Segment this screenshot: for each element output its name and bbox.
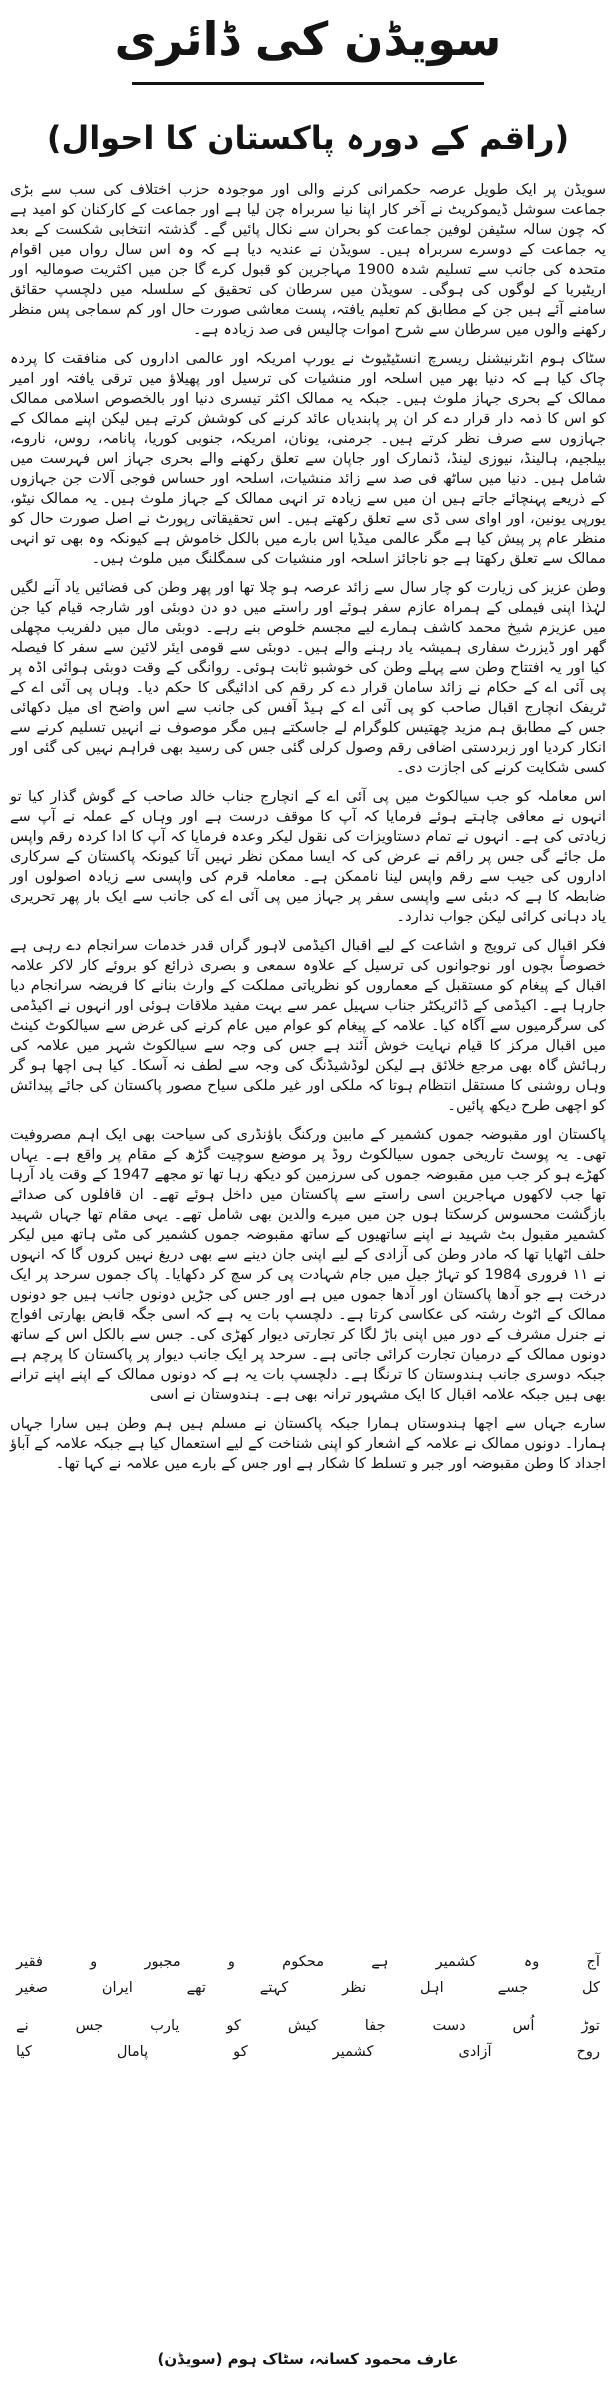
poem-word: اُس [512, 2017, 535, 2034]
poem-line [16, 1949, 600, 1975]
poem-word: آج [586, 1953, 600, 1970]
poem-word: نے [16, 2017, 29, 2034]
poem-line [16, 2039, 600, 2065]
couplet [16, 2013, 600, 2065]
poem-word: ایران [101, 1979, 133, 1996]
poem-word: پامال [116, 2043, 149, 2060]
poem-word: فقیر [16, 1953, 43, 1970]
poem-word: ہے [371, 1953, 389, 1970]
poem-word: کیش [287, 2017, 318, 2034]
poem-word: اہل [420, 1979, 444, 1996]
paragraph-pia-complaint: اس معاملہ کو جب سیالکوٹ میں پی آئی اے کے انچارج جناب خالد صاحب کے گوش گذار کیا تو انہوں نے معافی چاہتے ہوئے فرمایا کہ آپ کا موقف درست ہے اور وہاں کے عملہ نے آپ سے زیادتی کی ہے۔ انہوں نے تمام دستاویزات کی نقول لیکر وعدہ فرمایا کہ آپ کا ادا کردہ رقم واپس مل جائے گی جس پر راقم نے عرض کی کہ ایسا ممکن نظر نہیں آتا کیونکہ پاکستان کے سرکاری اداروں کی جیب سے رقم واپس لینا ناممکن ہے۔ معاملہ قرم کی واپسی سے زیادہ اصولوں اور ضابطہ کا ہے کہ دبئی سے واپسی سفر پر جہاز میں پی آئی اے کی جانب سے ایک بار پھر تحریری یاد دہانی کرائی لیکن جواب ندارد۔ [10, 788, 606, 925]
poem-word: محکوم [282, 1953, 325, 1970]
poem-word: صغیر [16, 1979, 48, 1996]
poem-word: کل [582, 1979, 600, 1996]
poem-word: توڑ [581, 2017, 600, 2034]
poem-word: آزادی [458, 2043, 492, 2060]
author-signature: عارف محمود کسانہ، سٹاک ہوم (سویڈن) [157, 2350, 459, 2368]
poem-line [16, 1975, 600, 2001]
paragraph-sweden-news: سویڈن پر ایک طویل عرصہ حکمرانی کرنے والی اور موجودہ حزب اختلاف کی سب سے بڑی جماعت سوشل ڈیموکریٹ نے آخر کار اپنا نیا سربراہ چن لیا ہے اور جماعت کے کارکنان کو امید ہے کہ چون سالہ سٹیفن لوفین جماعت کو بحران سے نکال پائیں گے۔ گذشتہ انتخابی شکست کے بعد یہ جماعت کے دوسرے سربراہ ہیں۔ سویڈن نے عندیہ دیا ہے کہ وہ اس سال رواں میں اقوام متحدہ کی جانب سے تسلیم شدہ 1900 مہاجرین کو قبول کرے گا جن میں اکثریت صومالیہ اور اریٹیریا کے لوگوں کی ہوگی۔ سویڈن میں سرطان کی تحقیق کے سلسلہ میں دلچسپ حقائق سامنے آئے ہیں جن کے مطابق کم تعلیم یافتہ، پست معاشی صورت حال اور کم سماجی پس منظر رکھنے والوں میں سرطان سے شرح اموات چالیس فی صد زیادہ ہے۔ [10, 181, 606, 338]
column-body [10, 180, 606, 1483]
poem-word: جسے [497, 1979, 529, 1996]
poem-word: کہتے [259, 1979, 289, 1996]
poem [16, 1949, 600, 2077]
paragraph-iqbal-academy: فکر اقبال کی ترویج و اشاعت کے لیے اقبال اکیڈمی لاہور گراں قدر خدمات سرانجام دے رہی ہے خصوصاً بچوں اور نوجوانوں کی ترسیل کے علاوہ سمعی و بصری ذرائع کو بروئے کار لاکر علامہ اقبال کے پیغام کو مستقبل کے معماروں کو نظریاتی مملکت کے وارث بنانے کا فریضہ سرانجام دیا جارہا ہے۔ اکیڈمی کے ڈائریکٹر جناب سہیل عمر سے بہت مفید ملاقات ہوئی اور انہوں نے اکیڈمی کی سرگرمیوں سے آگاہ کیا۔ علامہ کے پیغام کو عوام میں عام کرنے کی غرض سے سیالکوٹ کینٹ میں اقبال مرکز کا قیام نہایت خوش آئند ہے جس کی وجہ سے سیالکوٹ شہر میں علامہ کی رہائش گاہ بھی مرجع خلائق ہے لیکن لوڈشیڈنگ کی وجہ سے لطف نہ آسکا۔ کیا ہی اچھا ہو گر وہاں روشنی کا مستقل انتظام ہوتا کہ ملکی اور غیر ملکی سیاح مصور پاکستان کی جائے پیدائش کو اچھی طرح دیکھ پائیں۔ [10, 937, 606, 1114]
poem-word: کیا [16, 2043, 32, 2060]
couplet [16, 1949, 600, 2001]
poem-word: دست [432, 2017, 466, 2034]
poem-word: کو [233, 2043, 248, 2060]
poem-word: کشمیر [435, 1953, 477, 1970]
poem-word: و [227, 1953, 235, 1970]
paragraph-journey-dubai: وطن عزیز کی زیارت کو چار سال سے زائد عرصہ ہو چلا تھا اور پھر وطن کی فضائیں یاد آنے لگیں لہٰذا اپنی فیملی کے ہمراہ عازم سفر ہوئے اور راستے میں دو دن دوبئی اور شارجہ قیام کیا جن میں عزیزم شیخ محمد کاشف ہمارے لیے مجسم خلوص بنے رہے۔ دوبئی مال میں دلفریب مچھلی گھر اور ڈیزرٹ سفاری ہمیشہ یاد رہنے والے ہیں۔ دوبئی سے قومی ایئر لائین سے سفر کا فیصلہ کیا اور یہ افتتاح وطن سے پہلے وطن کی خوشبو ثابت ہوئی۔ روانگی کے وقت دوبئی ہوائی اڈہ پر پی آئی اے کے حکام نے زائد سامان قرار دے کر رقم کی ادائیگی کا حکم دیا۔ وہاں پی آئی اے کے ٹریفک انچارج اقبال صاحب کو پی آئی اے کے ہیڈ آفس کی جانب سے اس واضح ای میل دکھائی جس کے مطابق ہم مزید چھتیس کلوگرام لے جاسکتے ہیں مگر موصوف نے انہیں تسلیم کرنے سے انکار کردیا اور زبردستی اضافی رقم وصول کرلی گئی جس کی رسید بھی فراہم نہیں کی گئی اور کسی شکایت کرنے کی اجازت دی۔ [10, 579, 606, 776]
column-subtitle: (راقم کے دورہ پاکستان کا احوال) [46, 119, 570, 157]
poem-word: جس [75, 2017, 104, 2034]
poem-word: مجبور [144, 1953, 181, 1970]
poem-word: یارب [150, 2017, 180, 2034]
column-title: سویڈن کی ڈائری [114, 12, 502, 66]
poem-word: تھے [186, 1979, 206, 1996]
paragraph-arms-smuggling-report: سٹاک ہوم انٹرنیشنل ریسرچ انسٹیٹیوٹ نے یورپ امریکہ اور عالمی اداروں کی منافقت کا پردہ چاک کیا ہے کہ دنیا بھر میں اسلحہ اور منشیات کی ترسیل اور پھیلاؤ میں ترقی یافتہ اور امیر ممالک کے بحری جہاز ملوث ہیں۔ جبکہ یہ ممالک اکثر تیسری دنیا اور بالخصوص اسلامی ممالک کو اس کا ذمہ دار قرار دے کر ان پر پابندیاں عائد کرنے کی کوشش کرتے ہیں لیکن اپنے ممالک کے جہازوں سے صرف نظر کرتے ہیں۔ جرمنی، یونان، امریکہ، جنوبی کوریا، پانامہ، روس، ناروے، بیلجیم، ہالینڈ، نیوزی لینڈ، ڈنمارک اور جاپان سے تعلق رکھنے والے بحری جہاز اس فہرست میں شامل ہیں۔ دنیا میں ساٹھ فی صد سے زائد منشیات، اسلحہ اور حساس فوجی آلات جن جہازوں کے ذریعے پہنچائے جاتے ہیں ان میں سے زیادہ تر انہی ممالک کے جہاز ملوث ہیں۔ یہ ممالک نیٹو، یورپی یونین، اور اوای سی ڈی سے تعلق رکھتے ہیں۔ اس تحقیقاتی رپورٹ نے اصل صورت حال کو منظر عام پر پیش کیا ہے مگر عالمی میڈیا اس بارے میں بالکل خاموش ہے کیونکہ وہ بھی تو انہی ممالک سے تعلق رکھتا ہے جو ناجائز اسلحہ اور منشیات کی سمگلنگ میں ملوث ہیں۔ [10, 350, 606, 567]
poem-word: و [90, 1953, 98, 1970]
poem-word: جفا [364, 2017, 386, 2034]
poem-line [16, 2013, 600, 2039]
paragraph-anthems: سارے جہاں سے اچھا ہندوستاں ہمارا جبکہ پاکستان نے مسلم ہیں ہم وطن ہیں سارا جہاں ہمارا۔ دونوں ممالک نے علامہ کے اشعار کو اپنی شناخت کے لیے استعمال کیا ہے جبکہ علامہ کے آباؤ اجداد کا وطن مقبوضہ اور جبر و تسلط کا شکار ہے اور جس کے بارے میں علامہ نے کہا تھا۔ [10, 1415, 606, 1472]
poem-word: نظر [342, 1979, 367, 1996]
poem-word: وہ [523, 1953, 540, 1970]
poem-word: روح [576, 2043, 600, 2060]
poem-word: کو [226, 2017, 241, 2034]
paragraph-working-boundary: پاکستان اور مقبوضہ جموں کشمیر کے مابین ورکنگ باؤنڈری کی سیاحت بھی ایک اہم مصروفیت تھی۔ یہ پوسٹ تاریخی جموں سیالکوٹ روڈ پر موضع سوچیت گڑھ کے مقام پر واقع ہے۔ یہاں کھڑے ہو کر جب میں مقبوضہ جموں کی سرزمین کو دیکھ رہا تھا تو مجھے 1947 کے وقت یاد آرہا تھا جب لاکھوں مہاجرین اسی راستے سے پاکستان میں داخل ہوئے تھے۔ ان قافلوں کی صدائے بازگشت محسوس کرسکتا ہوں جن میں میرے والدین بھی شامل تھے۔ یہی مقام تھا جہاں شہید کشمیر مقبول بٹ شہید نے اپنے ساتھیوں کے ساتھ مقبوضہ جموں کشمیر کی مٹی ہاتھ میں لیکر حلف اٹھایا تھا کہ مادر وطن کی آزادی کے لیے اپنی جان دینے سے بھی دریغ نہیں کروں گا کہ انہوں نے ۱۱ فروری 1984 کو تہاڑ جیل میں جام شہادت پی کر سچ کر دکھایا۔ پاک جموں سرحد پر ایک درخت ہے جو آدھا پاکستان اور آدھا جموں میں ہے اور جس کی جڑیں دونوں جانب ہیں جو دونوں ممالک کے اٹوٹ رشتہ کی عکاسی کرتا ہے۔ دلچسپ بات یہ ہے کہ اسی جگہ قابض بھارتی افواج نے جنرل مشرف کے دور میں اپنی باڑ لگا کر تجارتی دیوار کھڑی کی۔ جس سے بالکل اس کے ساتھ دونوں ممالک کے درمیان تجارت کرائی جاتی ہے۔ سرحد پر ایک جانب دیوار پر پاکستان کا پرچم ہے جبکہ دوسری جانب ہندوستان کا ترنگا ہے۔ دلچسپ بات یہ ہے کہ دونوں ممالک کے اپنے اپنے ترانے بھی ہیں جبکہ علامہ اقبال کا ایک مشہور ترانہ بھی ہے۔ ہندوستان نے اسی [10, 1126, 606, 1403]
title-underline [132, 82, 484, 85]
poem-word: کشمیر [332, 2043, 374, 2060]
